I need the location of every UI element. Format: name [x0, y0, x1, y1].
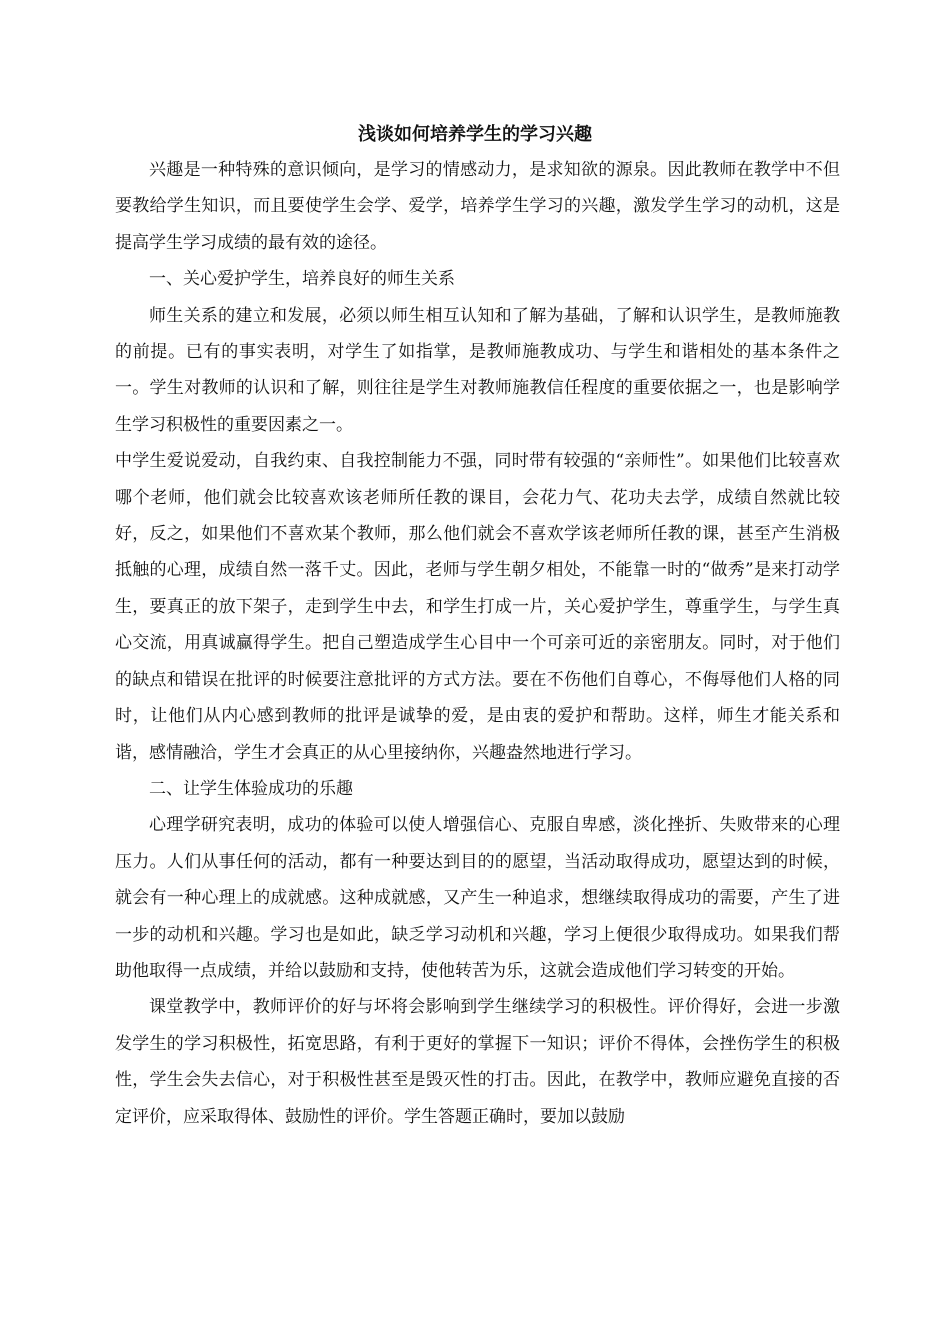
paragraph-psychology-research: 心理学研究表明，成功的体验可以使人增强信心、克服自卑感，淡化挫折、失败带来的心理压力。人们从事任何的活动，都有一种要达到目的的愿望，当活动取得成功，愿望达到的时候，就会有一种心理上的成就感。这种成就感，又产生一种追求，想继续取得成功的需要，产生了进一步的动机和兴趣。学习也是如此，缺乏学习动机和兴趣，学习上便很少取得成功。如果我们帮助他取得一点成绩，并给以鼓励和支持，使他转苦为乐，这就会造成他们学习转变的开始。: [115, 815, 840, 981]
section-heading-2: 二、让学生体验成功的乐趣: [149, 778, 353, 799]
paragraph-teacher-student-relationship: 师生关系的建立和发展，必须以师生相互认知和了解为基础，了解和认识学生，是教师施教的前提。已有的事实表明，对学生了如指掌，是教师施教成功、与学生和谐相处的基本条件之一。学生对教师的认识和了解，则往往是学生对教师施教信任程度的重要依据之一，也是影响学生学习积极性的重要因素之一。: [115, 305, 840, 435]
section-heading-1: 一、关心爱护学生，培养良好的师生关系: [149, 269, 455, 290]
paragraph-classroom-evaluation: 课堂教学中，教师评价的好与坏将会影响到学生继续学习的积极性。评价得好，会进一步激发学生的学习积极性，拓宽思路，有利于更好的掌握下一知识；评价不得体，会挫伤学生的积极性，学生会失去信心，对于积极性甚至是毁灭性的打击。因此，在教学中，教师应避免直接的否定评价，应采取得体、鼓励性的评价。学生答题正确时，要加以鼓励: [115, 997, 840, 1127]
document-body: [115, 152, 840, 1135]
paragraph-middle-school-students: 中学生爱说爱动，自我约束、自我控制能力不强，同时带有较强的“亲师性”。如果他们比较喜欢哪个老师，他们就会比较喜欢该老师所任教的课目，会花力气、花功夫去学，成绩自然就比较好，反之，如果他们不喜欢某个教师，那么他们就会不喜欢学该老师所任教的课，甚至产生消极抵触的心理，成绩自然一落千丈。因此，老师与学生朝夕相处，不能靠一时的“做秀”是来打动学生，要真正的放下架子，走到学生中去，和学生打成一片，关心爱护学生，尊重学生，与学生真心交流，用真诚赢得学生。把自己塑造成学生心目中一个可亲可近的亲密朋友。同时，对于他们的缺点和错误在批评的时候要注意批评的方式方法。要在不伤他们自尊心，不侮辱他们人格的同时，让他们从内心感到教师的批评是诚挚的爱，是由衷的爱护和帮助。这样，师生才能关系和谐，感情融洽，学生才会真正的从心里接纳你，兴趣盎然地进行学习。: [115, 451, 840, 763]
document-title: 浅谈如何培养学生的学习兴趣: [358, 124, 592, 145]
paragraph-intro: 兴趣是一种特殊的意识倾向，是学习的情感动力，是求知欲的源泉。因此教师在教学中不但要教给学生知识，而且要使学生会学、爱学，培养学生学习的兴趣，激发学生学习的动机，这是提高学生学习成绩的最有效的途径。: [115, 160, 840, 253]
